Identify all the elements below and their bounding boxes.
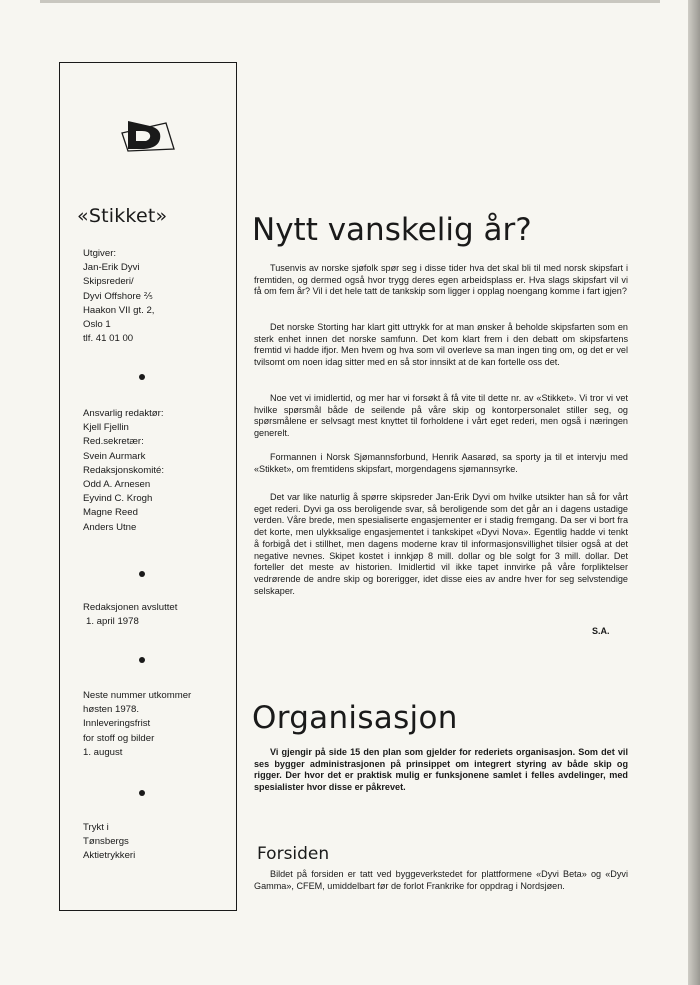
closing-line: 1. april 1978 — [86, 616, 139, 628]
publisher-line: Dyvi Offshore ⅖ — [83, 290, 153, 302]
page-right-edge — [688, 0, 700, 985]
editorial-line: Magne Reed — [83, 507, 138, 519]
article-paragraph: Det var like naturlig å spørre skipsreder Jan-Erik Dyvi om hvilke utsikter han så for vårt eget rederi. Dyvi ga oss beroligende svar, så beroligende som det går an i dagens ustadige verden. Våre brede, men spesialiserte engasjementer er i stadig fremgang. Da ser vi bort fra det korte, men ulykksalige engasjementet i tankskipet «Dyvi Nova». Egentlig hadde vi tenkt å forbigå det i stillhet, men dagens moderne krav til informasjonsvillighet tilsier også at det negative nevnes. Skipet kostet i innkjøp 8 mill. dollar og ble solgt for 3 mill. dollar. Det forteller det meste av historien. Imidlertid vil ikke tapet innvirke på våre forpliktelser vedrørende de andre skip og borerigger, idet disse eies av andre hver for seg selvstendige selskaper. — [254, 492, 628, 596]
next-issue-line: Innleveringsfrist — [83, 718, 151, 730]
separator-dot — [139, 374, 145, 380]
separator-dot — [139, 657, 145, 663]
next-issue-line: for stoff og bilder — [83, 732, 155, 744]
publisher-line: Oslo 1 — [83, 319, 111, 331]
article-title-organisasjon: Organisasjon — [252, 700, 458, 736]
publisher-line: Skipsrederi/ — [83, 276, 134, 288]
page-top-edge — [40, 0, 660, 3]
publisher-line: Utgiver: — [83, 248, 117, 259]
article-title-nytt-vanskelig-ar: Nytt vanskelig år? — [252, 212, 532, 248]
editorial-line: Kjell Fjellin — [83, 422, 129, 434]
closing-date — [83, 601, 177, 629]
next-issue-line: Neste nummer utkommer — [83, 690, 192, 701]
article-signature: S.A. — [592, 626, 610, 636]
editorial-line: Ansvarlig redaktør: — [83, 408, 164, 419]
publisher-info — [83, 247, 154, 346]
separator-dot — [139, 790, 145, 796]
editorial-line: Odd A. Arnesen — [83, 479, 151, 491]
printer-line: Tønsbergs — [83, 836, 129, 848]
next-issue-line: 1. august — [83, 746, 123, 758]
article-title-forsiden: Forsiden — [257, 844, 330, 864]
publisher-line: Haakon VII gt. 2, — [83, 304, 155, 316]
article-paragraph: Tusenvis av norske sjøfolk spør seg i disse tider hva det skal bli til med norsk skipsfart i fremtiden, og dermed også hvor trygg deres egen arbeidsplass er. Hva slags skipsfart vil vi få om fem år? Vil i det hele tatt de tankskip som ligger i opplag noengang komme i fart igjen? — [254, 263, 628, 297]
article-paragraph-bold: Vi gjengir på side 15 den plan som gjelder for rederiets organisasjon. Som det vil ses bygger administrasjonen på prinsippet om integrert styring av både skip og rigger. Der hvor det er praktisk mulig er funksjonene samlet i felles avdelinger, med spesialister hvor disse er påkrevet. — [254, 747, 628, 793]
editorial-staff — [83, 407, 164, 535]
printer-info — [83, 821, 135, 864]
magazine-title: «Stikket» — [77, 205, 168, 227]
article-paragraph: Formannen i Norsk Sjømannsforbund, Henrik Aasarød, sa sporty ja til et intervju med «Stikket», om fremtidens skipsfart, morgendagens sjømannsyrke. — [254, 452, 628, 474]
closing-line: Redaksjonen avsluttet — [83, 602, 178, 613]
editorial-line: Red.sekretær: — [83, 436, 144, 448]
editorial-line: Svein Aurmark — [83, 450, 146, 462]
editorial-line: Anders Utne — [83, 521, 137, 533]
article-paragraph: Det norske Storting har klart gitt uttrykk for at man ønsker å beholde skipsfarten som en sterk enhet innen det norske samfunn. Det kom klart frem i den debatt om skipsfartens fremtid vi hadde ifjor. Men hvem og hva som vil overleve sa man ingen ting om, og det er vel tvilsomt om noen idag sitter med en så stor innsikt at de kan fortelle oss det. — [254, 322, 628, 368]
separator-dot — [139, 571, 145, 577]
article-paragraph: Noe vet vi imidlertid, og mer har vi forsøkt å få vite til dette nr. av «Stikket». Vi tror vi vet hvilke spørsmål både de seilende på våre skip og kontorpersonalet stiller seg, og spørsmålene er selvsagt mest knyttet til forholdene i vårt eget rederi, men også i næringen generelt. — [254, 393, 628, 439]
masthead-box — [59, 62, 237, 911]
editorial-line: Redaksjonskomité: — [83, 464, 165, 476]
publisher-line: Jan-Erik Dyvi — [83, 262, 140, 274]
next-issue-line: høsten 1978. — [83, 704, 140, 716]
editorial-line: Eyvind C. Krogh — [83, 493, 153, 505]
article-paragraph: Bildet på forsiden er tatt ved byggeverkstedet for plattformene «Dyvi Beta» og «Dyvi Gamma», CFEM, umiddelbart før de forlot Frankrike for oppdrag i Nordsjøen. — [254, 869, 628, 891]
printer-line: Aktietrykkeri — [83, 850, 136, 862]
printer-line: Trykt i — [83, 822, 109, 833]
next-issue-info — [83, 689, 191, 760]
company-flag-logo-icon — [120, 119, 176, 153]
publisher-line: tlf. 41 01 00 — [83, 333, 134, 345]
